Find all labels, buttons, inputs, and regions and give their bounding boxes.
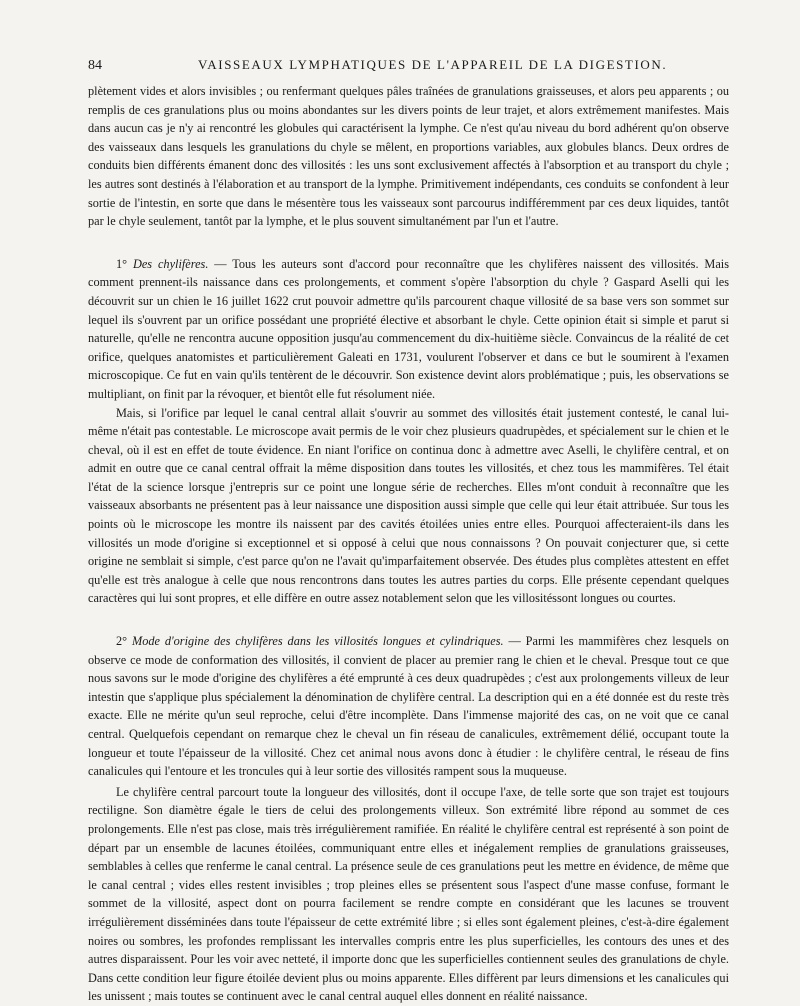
section-title: Mode d'origine des chylifères dans les villosités longues et cylindriques. (131, 634, 504, 649)
section-gap (88, 231, 729, 255)
section-title: Des chylifères. (132, 256, 209, 271)
running-title: VAISSEAUX LYMPHATIQUES DE L'APPAREIL DE LA DIGESTION. (198, 57, 668, 72)
paragraph-text: — Tous les auteurs sont d'accord pour reconnaître que les chylifères naissent des villosités. Mais comment prennent-ils naissance dans ces prolongements, et comment s'opère l'absorption du chyle ? Gaspard Aselli qui les découvrit sur un chien le 16 juillet 1622 crut pouvoir admettre qu'ils parcourent chaque villosité de sa base vers son sommet sur lequel ils s'ouvrent par un orifice possédant une propriété élective et absorbant le chyle. Cette opinion était si simple et parut si naturelle, qu'elle ne rencontra aucune opposition jusqu'au commencement du dix-huitième siècle. Convaincus de la réalité de cet orifice, quelques anatomistes et particulièrement Galeati en 1731, voulurent l'observer et dans ce but le soumirent à l'examen microscopique. Ce fut en vain qu'ils tentèrent de le découvrir. Son existence devint alors problématique ; puis, les observations se multipliant, on finit par la révoquer, et bientôt elle fut résolument niée. (88, 256, 729, 401)
section-number: 1° (116, 256, 128, 271)
paragraph-mode-origine (88, 632, 729, 781)
paragraph-continued: plètement vides et alors invisibles ; ou renfermant quelques pâles traînées de granulations graisseuses, et alors peu apparents ; ou remplis de ces granulations plus ou moins abondantes sur les divers points de leur trajet, et alors extrêmement manifestes. Mais dans aucun cas je n'y ai rencontré les globules qui caractérisent la lymphe. Ce n'est qu'au niveau du bord adhérent qu'on observe des vaisseaux dans lesquels les granulations du chyle se mêlent, en proportions variables, aux globules blancs. Deux ordres de conduits bien différents émanent donc des villosités : les uns sont exclusivement affectés à l'absorption et au transport du chyle ; les autres sont destinés à l'élaboration et au transport de la lymphe. Primitivement indépendants, ces conduits se confondent à leur sortie de l'intestin, en sorte que dans le mésentère tous les vaisseaux sont parcourus indifféremment par ces deux liquides, tantôt par le chyle seulement, tantôt par la lymphe, et le plus souvent simultanément par l'un et l'autre. (88, 84, 729, 229)
page-number: 84 (88, 58, 102, 73)
body-text (88, 82, 729, 1006)
paragraph-orifice: Mais, si l'orifice par lequel le canal central allait s'ouvrir au sommet des villosités était justement contesté, le canal lui-même n'était pas contestable. Le microscope avait permis de le voir chez plusieurs quadrupèdes, et spécialement sur le chien et le cheval, où il est en effet de toute évidence. En niant l'orifice on continua donc à admettre avec Aselli, le chylifère central, et on admit en outre que ce canal central offrait la même disposition dans toutes les villosités, et chez tous les mammifères. Tel était l'état de la science lorsque j'entrepris sur ce point une longue série de recherches. Elles m'ont conduit à reconnaître que les vaisseaux absorbants ne présentent pas à leur naissance une disposition aussi simple que celle qui leur était attribuée. Sur tous les points où le microscope les montre ils naissent par des cavités étoilées unies entre elles. Pourquoi affecteraient-ils dans les villosités un mode d'origine si exceptionnel et si opposé à celui que nous connaissons ? On pouvait conjecturer que, si cette origine ne semblait si simple, c'est parce qu'on ne l'avait qu'imparfaitement observée. Des études plus complètes attestent en effet qu'elle est très analogue à celle que nous rencontrons dans toutes les autres parties du corps. Elle présente cependant quelques caractères qui lui sont propres, et elle diffère en outre assez notablement selon que les villositéssont longues ou courtes. (88, 405, 729, 606)
page-header (88, 57, 728, 74)
paragraph-chyliferes (88, 255, 729, 404)
paragraph-chylifere-central: Le chylifère central parcourt toute la longueur des villosités, dont il occupe l'axe, de telle sorte que son trajet est toujours rectiligne. Son diamètre égale le tiers de celui des prolongements villeux. Son extrémité libre répond au sommet de ces prolongements. Elle n'est pas close, mais très irrégulièrement ramifiée. En réalité le chylifère central est représenté à son point de départ par un ensemble de lacunes étoilées, communiquant entre elles et inégalement remplies de granulations graisseuses, semblables à celles que renferme le canal central. La présence seule de ces granulations peut les mettre en évidence, de même que le canal central ; vides elles restent invisibles ; trop pleines elles se présentent sous l'aspect d'une masse confuse, formant le sommet de la villosité, aspect dont on pourra facilement se rendre compte en considérant que les lacunes se trouvent irrégulièrement disséminées dans toute l'épaisseur de cette extrémité libre ; si elles sont également pleines, c'est-à-dire également noires ou sombres, les profondes remplissant les intervalles compris entre les plus superficielles, les contours des unes et des autres disparaissent. Pour les voir avec netteté, il importe donc que les superficielles contiennent seules des granulations de chyle. Dans cette condition leur figure étoilée devient plus ou moins apparente. Elles diffèrent par leurs dimensions et les canalicules qui les unissent ; mais toutes se continuent avec le canal central auquel elles donnent en réalité naissance. (88, 784, 729, 1004)
section-number: 2° (116, 634, 128, 649)
paragraph-text: — Parmi les mammifères chez lesquels on observe ce mode de conformation des villosités, il convient de placer au premier rang le chien et le cheval. Presque tout ce que nous savons sur le mode d'origine des chylifères a été emprunté à ces deux quadrupèdes ; c'est aux prolongements villeux de leur intestin que s'applique plus spécialement la dénomination de chylifère central. La description qui en a été donnée est du reste très exacte. Elle ne mérite qu'un seul reproche, celui d'être incomplète. Dans l'immense majorité des cas, on ne voit que ce canal central. Quelquefois cependant on remarque chez le cheval un fin réseau de canalicules, extrêmement délié, occupant toute la longueur et toute l'épaisseur de la villosité. Chez cet animal nous avons donc à étudier : le chylifère central, le réseau de fins canalicules qui l'entoure et les troncules qui à leur sortie des villosités rampent sous la muqueuse. (88, 634, 729, 779)
section-gap (88, 608, 729, 632)
